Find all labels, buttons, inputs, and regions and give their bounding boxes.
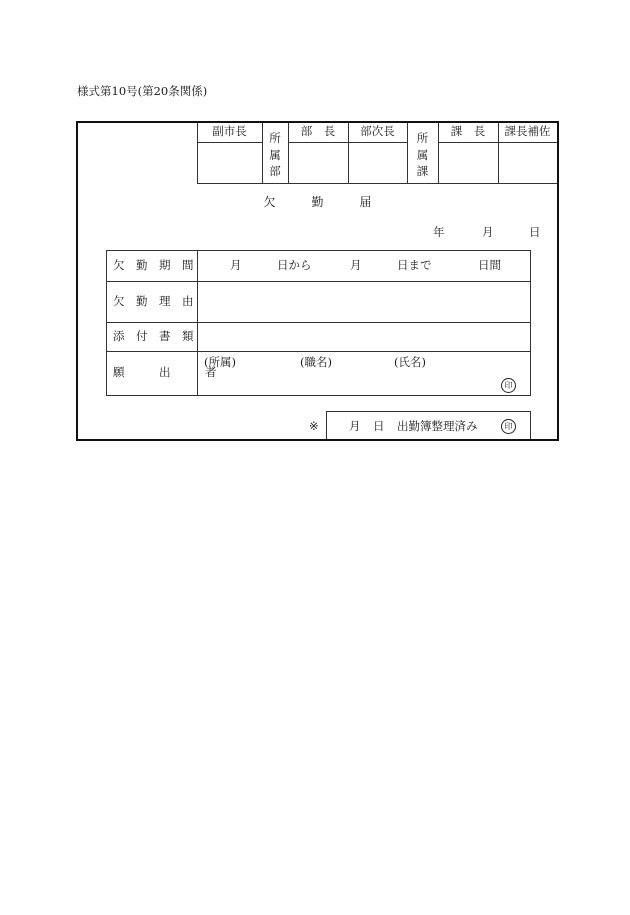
period-from-day: 日から xyxy=(277,258,312,272)
dept-head-stamp-cell[interactable] xyxy=(289,143,348,183)
dept-group-label xyxy=(262,130,288,180)
deputy-dept-head-label: 部次長 xyxy=(360,124,395,138)
footer-month: 月 xyxy=(349,419,361,433)
date-month: 月 xyxy=(482,225,494,239)
section-group-text: 所属課 xyxy=(416,131,429,179)
footer-note: 出勤簿整理済み xyxy=(397,419,478,433)
footer-seal-icon: 印 xyxy=(501,419,516,434)
section-group-label xyxy=(407,130,438,180)
footer-mark: ※ xyxy=(309,419,319,433)
applicant-field[interactable] xyxy=(198,352,530,395)
section-head-stamp-cell[interactable] xyxy=(439,143,498,183)
deputy-dept-head-stamp-cell[interactable] xyxy=(349,143,407,183)
period-label: 欠 勤 期 間 xyxy=(113,258,194,272)
footer-box xyxy=(326,411,531,439)
form-number: 様式第10号(第20条関係) xyxy=(77,84,208,98)
period-to-month: 月 xyxy=(350,258,362,272)
applicant-position: (職名) xyxy=(300,355,332,369)
period-to-day: 日まで xyxy=(397,258,432,272)
applicant-seal-icon: 印 xyxy=(501,378,516,393)
reason-label: 欠 勤 理 由 xyxy=(113,294,194,308)
period-days: 日間 xyxy=(478,258,501,272)
reason-field[interactable] xyxy=(198,282,530,322)
section-assistant-stamp-cell[interactable] xyxy=(499,143,557,183)
applicant-affiliation: (所属) xyxy=(204,355,236,369)
date-day: 日 xyxy=(529,225,541,239)
dept-head-label: 部 長 xyxy=(300,124,336,138)
date-year: 年 xyxy=(433,225,445,239)
vice-mayor-label: 副市長 xyxy=(212,124,247,138)
footer-day: 日 xyxy=(373,419,385,433)
applicant-name: (氏名) xyxy=(394,355,426,369)
main-table xyxy=(106,250,531,396)
period-from-month: 月 xyxy=(230,258,242,272)
dept-group-text: 所属部 xyxy=(269,131,281,179)
form-title: 欠 勤 届 xyxy=(263,195,372,209)
section-assistant-label: 課長補佐 xyxy=(504,124,551,138)
attachment-field[interactable] xyxy=(198,323,530,351)
section-head-label: 課 長 xyxy=(450,124,486,138)
period-field[interactable] xyxy=(198,251,530,281)
form-frame xyxy=(76,121,559,441)
attachment-label: 添 付 書 類 xyxy=(113,329,194,343)
vice-mayor-stamp-cell[interactable] xyxy=(198,143,262,183)
applicant-label: 願 出 者 xyxy=(113,365,217,379)
